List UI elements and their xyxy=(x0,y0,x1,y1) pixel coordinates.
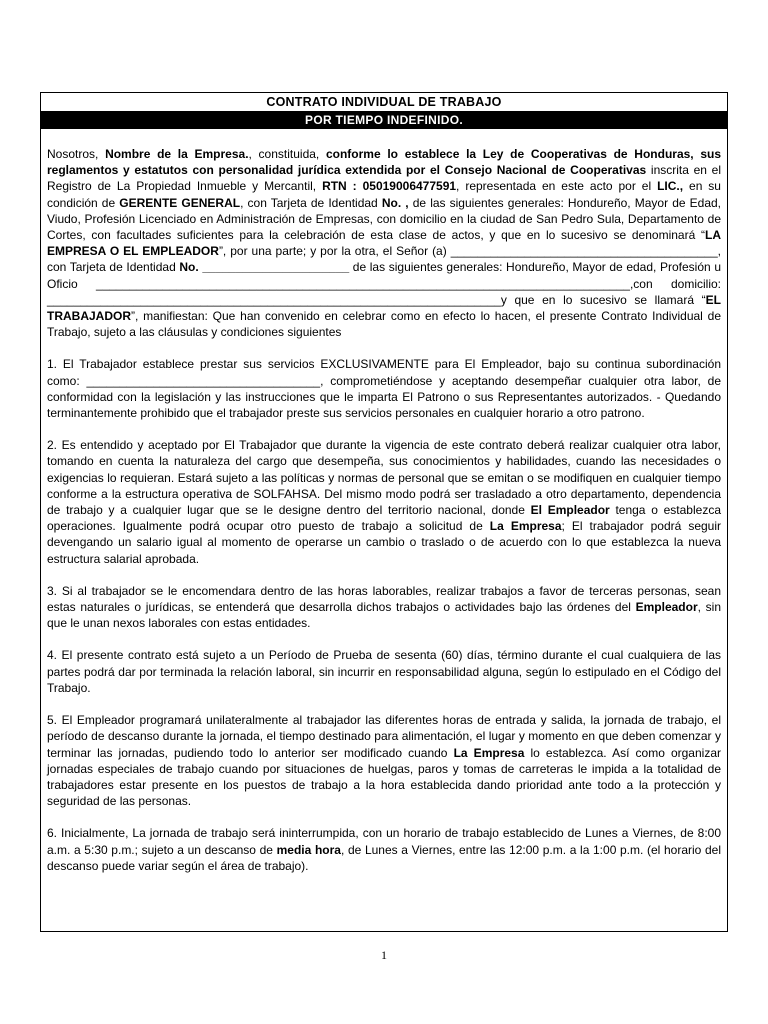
clause-5 xyxy=(47,712,721,809)
clause-text: lo establezca. Así como organizar jornadas especiales de trabajo cuando por situaciones de huelgas, paros y tomas de carreteras le impida a la totalidad de trabajadores estar presente en los puestos de trabajo a la hora establecida dando prioridad ante todo a la protección y seguridad de las personas. xyxy=(47,745,721,809)
intro-text: de las siguientes generales: Hondureño, Mayor de edad, Profesión u Oficio ________________________________________________________________________________,con domicilio: ____________________________________________________________________y que en lo sucesivo se llamará “ xyxy=(47,260,721,307)
rtn-number: RTN : 05019006477591 xyxy=(322,179,457,194)
contract-title: CONTRATO INDIVIDUAL DE TRABAJO xyxy=(41,93,727,112)
legal-basis: conforme lo establece la Ley de Cooperativas de Honduras, sus reglamentos y estatutos con personalidad jurídica extendida por el Consejo Nacional de Cooperativas xyxy=(47,147,722,178)
clause-text: , de Lunes a Viernes, entre las 12:00 p.m. a la 1:00 p.m. (el horario del descanso puede variar según el área de trabajo). xyxy=(47,842,721,873)
clause-bold: media hora xyxy=(276,842,341,857)
intro-text: , con Tarjeta de Identidad xyxy=(240,195,382,210)
intro-text: , representada en este acto por el xyxy=(456,179,658,194)
company-name: Nombre de la Empresa. xyxy=(105,147,249,161)
clause-bold: Empleador xyxy=(635,600,698,615)
intro-paragraph xyxy=(47,146,721,340)
id-number: No. , xyxy=(381,195,409,210)
intro-text: en su condición de xyxy=(47,179,721,210)
clause-3 xyxy=(47,583,721,632)
clause-bold: El Empleador xyxy=(530,503,610,518)
clause-bold: La Empresa xyxy=(453,745,525,760)
clause-text: 5. El Empleador programará unilateralmente al trabajador las diferentes horas de entrada y salida, la jornada de trabajo, el período de descanso durante la jornada, el tiempo destinado para alimentación, el lugar y momento en que deben comenzar y terminar las jornadas, pudiendo todo lo anterior ser modificado cuando xyxy=(47,713,721,760)
intro-text: ”, manifiestan: Que han convenido en celebrar como en efecto lo hacen, el presente Contrato Individual de Trabajo, sujeto a las cláusulas y condiciones siguientes xyxy=(47,309,721,340)
clause-text: , sin que le unan nexos laborales con estas entidades. xyxy=(47,600,721,631)
clause-bold: La Empresa xyxy=(489,519,562,534)
worker-id-number: No. ______________________ xyxy=(179,260,350,275)
clause-6 xyxy=(47,825,721,874)
clause-text: 6. Inicialmente, La jornada de trabajo será ininterrumpida, con un horario de trabajo establecido de Lunes a Viernes, de 8:00 a.m. a 5:30 p.m.; sujeto a un descanso de xyxy=(47,826,721,857)
intro-text: de las siguientes generales: Hondureño, Mayor de Edad, Viudo, Profesión Licenciado en Administración de Empresas, con domicilio en la ciudad de San Pedro Sula, Departamento de Cortes, con facultades suficientes para la celebración de esta clase de actos, y que en lo sucesivo se denominará “ xyxy=(47,195,722,243)
clause-2 xyxy=(47,437,721,567)
representative-role: GERENTE GENERAL xyxy=(119,195,241,210)
contract-frame xyxy=(40,92,728,932)
clause-text: ; El trabajador podrá seguir devengando un salario igual al momento de operarse un cambio o traslado o de acuerdo con lo que establezca la nueva estructura salarial aprobada. xyxy=(47,519,721,566)
clause-text: 3. Si al trabajador se le encomendara dentro de las horas laborables, realizar trabajos a favor de terceras personas, sean estas naturales o jurídicas, se entenderá que desarrolla dichos trabajos o actividades bajo las órdenes del xyxy=(47,583,721,615)
worker-designation: EL TRABAJADOR xyxy=(47,292,721,324)
employer-designation: LA EMPRESA O EL EMPLEADOR xyxy=(47,228,721,259)
clause-4: 4. El presente contrato está sujeto a un Período de Prueba de sesenta (60) días, término durante el cual cualquiera de las partes podrá dar por terminada la relación laboral, sin incurrir en responsabilidad alguna, según lo estipulado en el Código del Trabajo. xyxy=(47,648,721,695)
page-number: 1 xyxy=(381,948,387,962)
intro-text: Nosotros, xyxy=(47,147,106,161)
clause-text: 2. Es entendido y aceptado por El Trabajador que durante la vigencia de este contrato deberá realizar cualquier otra labor, tomando en cuenta la naturaleza del cargo que desempeña, sus conocimientos y habilidades, cuando las necesidades o exigencias lo requieran. Estará sujeto a las políticas y normas de personal que se emitan o se modifiquen en cualquier tiempo conforme a la estructura operativa de SOLFAHSA. Del mismo modo podrá ser trasladado a otro departamento, dependencia de trabajo y a cualquier lugar que se le designe dentro del territorio nacional, donde xyxy=(47,438,721,518)
intro-text: , constituida, xyxy=(248,147,326,161)
intro-text: inscrita en el Registro de La Propiedad Inmueble y Mercantil, xyxy=(47,163,721,194)
clause-text: tenga o establezca operaciones. Igualmente podrá ocupar otro puesto de trabajo a solicitud de xyxy=(47,503,721,534)
contract-subtitle: POR TIEMPO INDEFINIDO. xyxy=(41,112,727,129)
clause-1: 1. El Trabajador establece prestar sus servicios EXCLUSIVAMENTE para El Empleador, bajo su continua subordinación como: ___________________________________, comprometiéndose y aceptando desempeñar cualquier otra labor, de conformidad con la legislación y las instrucciones que le imparta El Patrono o sus Representantes autorizados. - Quedando terminantemente prohibido que el trabajador preste sus servicios personales en cualquier horario a otro patrono. xyxy=(47,357,721,421)
representative-title: LIC., xyxy=(657,179,684,194)
contract-body xyxy=(41,129,727,874)
intro-text: ”, por una parte; y por la otra, el Señor (a) ________________________________________, con Tarjeta de Identidad xyxy=(47,244,721,275)
